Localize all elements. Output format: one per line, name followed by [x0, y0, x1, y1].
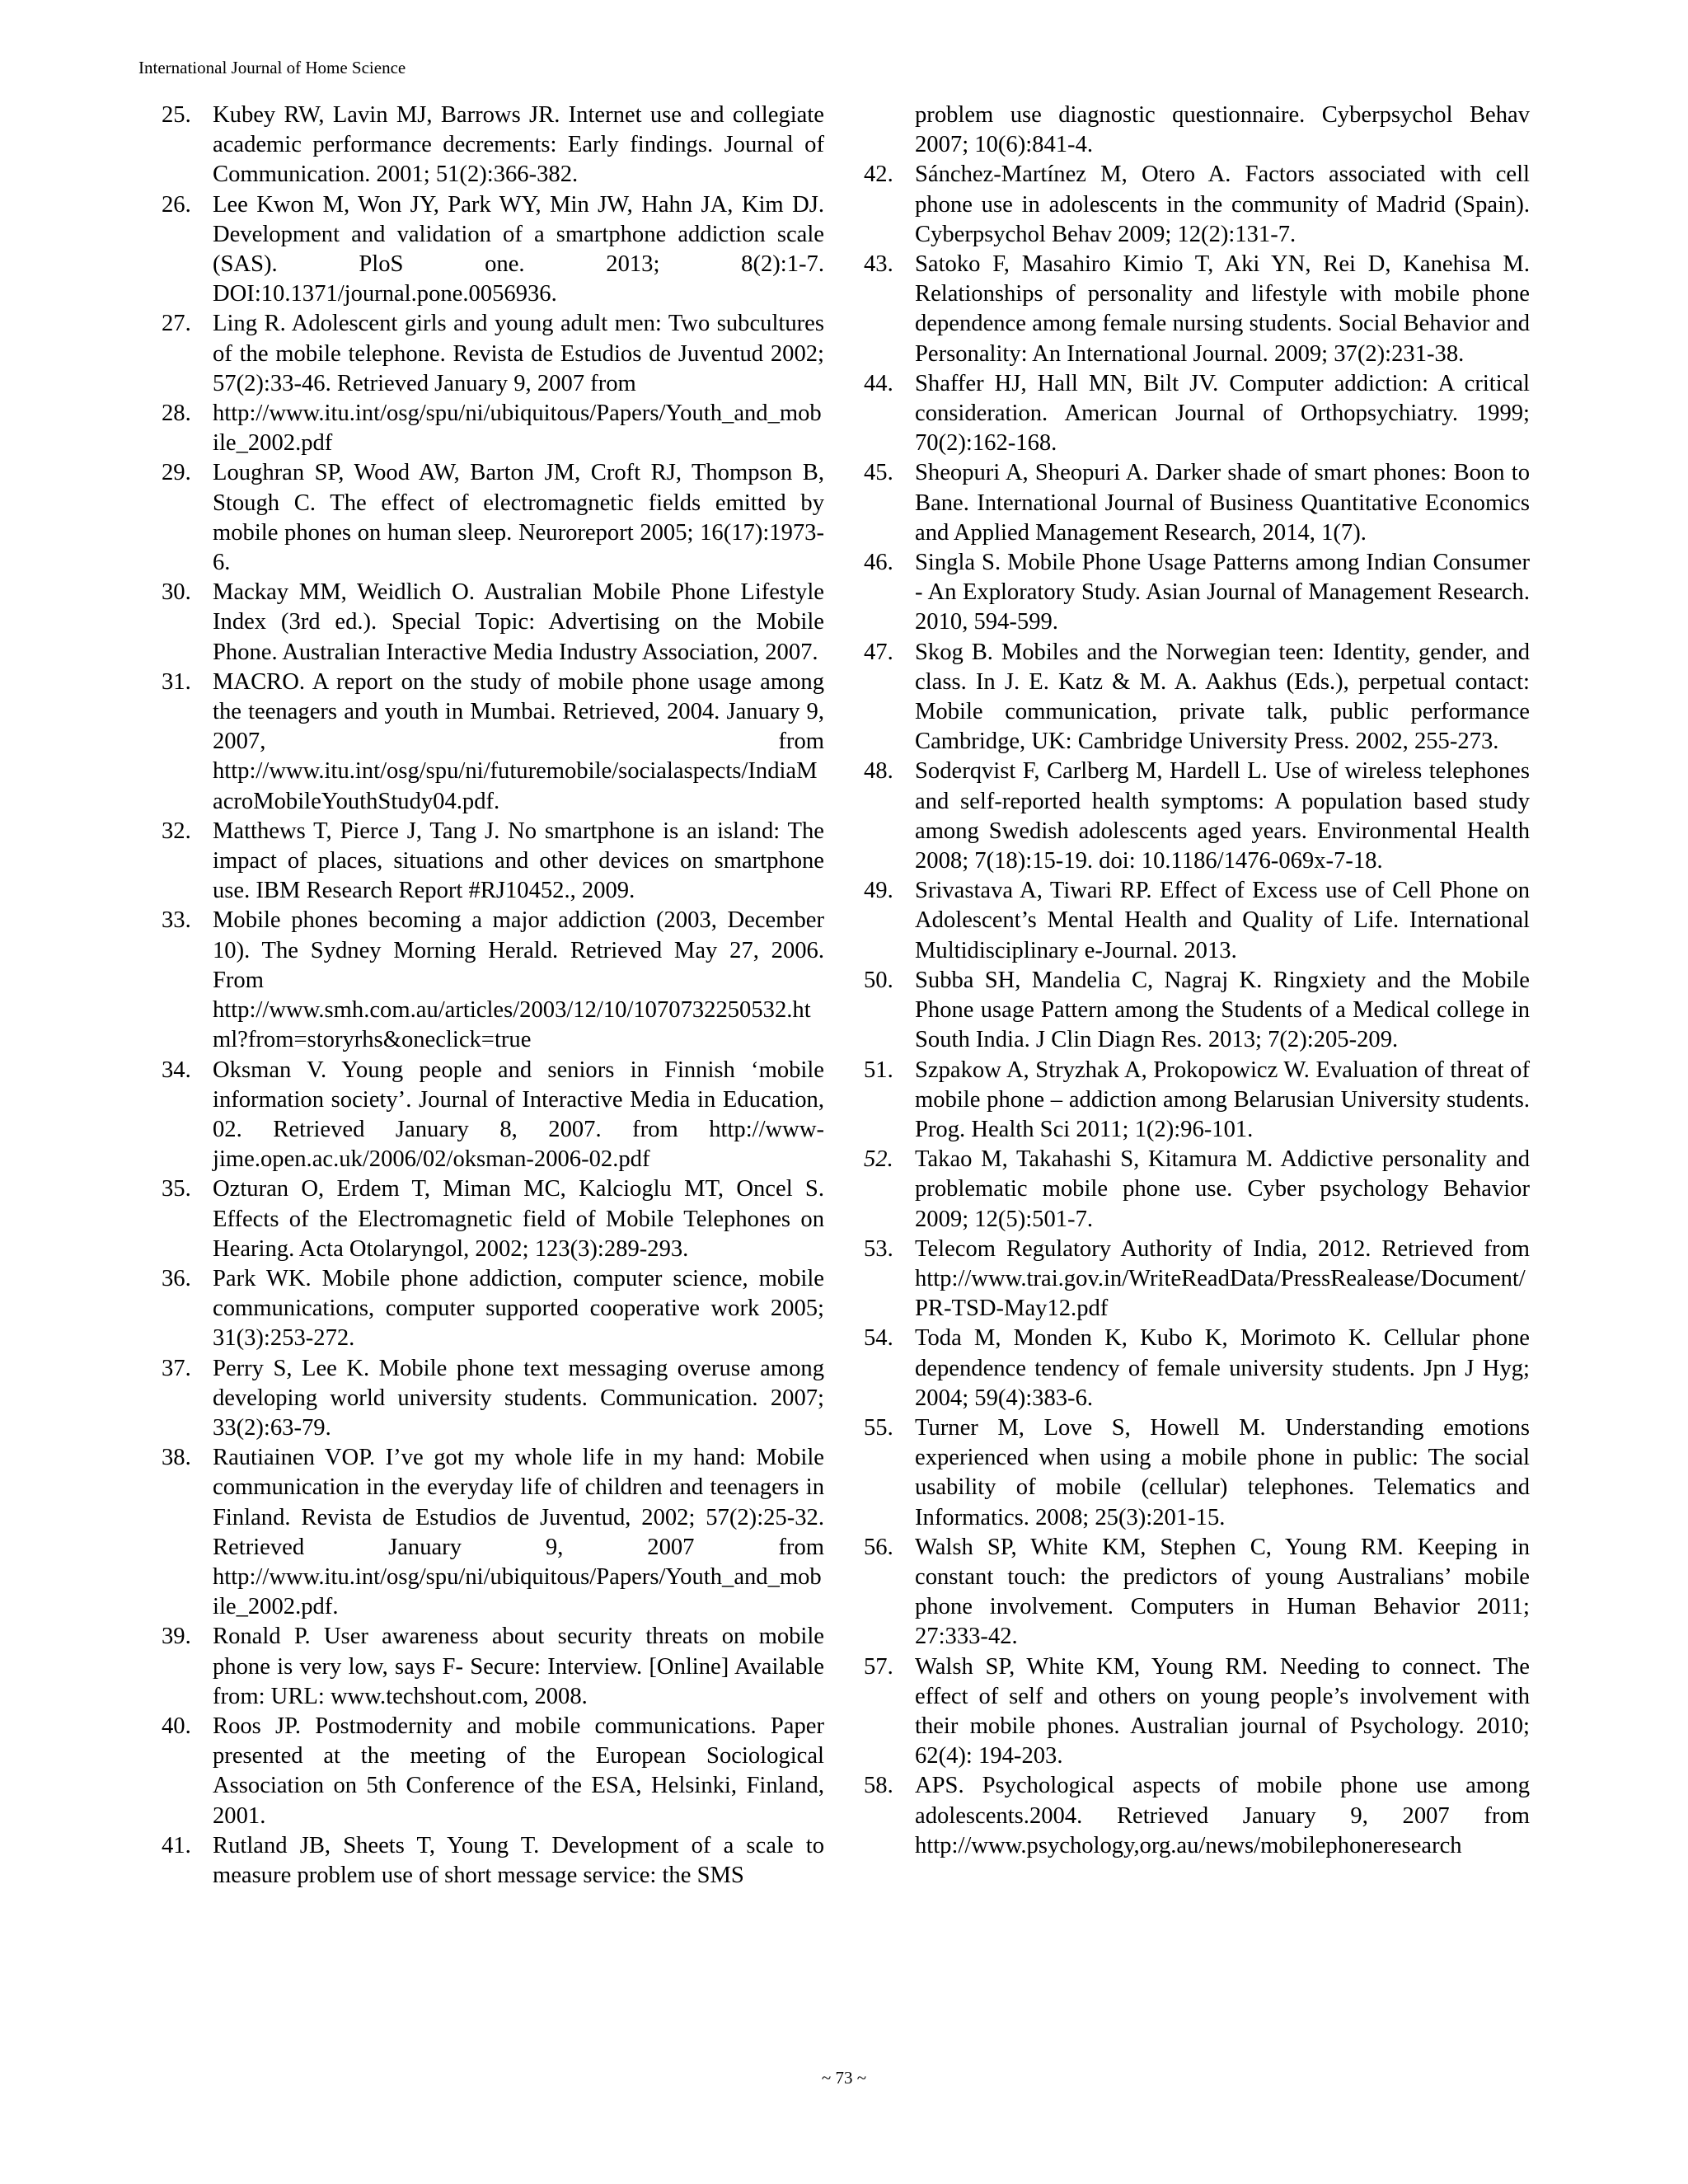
reference-number: 44.	[864, 370, 893, 396]
reference-text: Matthews T, Pierce J, Tang J. No smartphone is an island: The impact of places, situations and other devices on smartphone use. IBM Research Report #RJ10452., 2009.	[213, 818, 824, 904]
reference-number: 42.	[864, 162, 893, 188]
reference-text: Walsh SP, White KM, Young RM. Needing to connect. The effect of self and others on young people’s involvement with their mobile phones. Australian journal of Psychology. 2010; 62(4): 194-203.	[915, 1653, 1530, 1769]
reference-number: 39.	[162, 1624, 191, 1650]
reference-text: Singla S. Mobile Phone Usage Patterns among Indian Consumer - An Exploratory Study. Asian Journal of Management Research. 2010, 594-599.	[915, 550, 1530, 635]
reference-item	[162, 1354, 824, 1444]
reference-text: Lee Kwon M, Won JY, Park WY, Min JW, Hahn JA, Kim DJ. Development and validation of a smartphone addiction scale (SAS). PloS one. 2013; 8(2):1-7. DOI:10.1371/journal.pone.0056936.	[213, 191, 824, 307]
reference-item	[162, 399, 824, 458]
reference-text: APS. Psychological aspects of mobile phone use among adolescents.2004. Retrieved January 9, 2007 from http://www.psychology,org.au/news/mobilephoneresearch	[915, 1773, 1530, 1858]
reference-item	[864, 1652, 1530, 1772]
reference-text: Sánchez-Martínez M, Otero A. Factors associated with cell phone use in adolescents in the community of Madrid (Spain). Cyberpsychol Behav 2009; 12(2):131-7.	[915, 162, 1530, 247]
reference-item	[162, 309, 824, 399]
reference-number: 55.	[864, 1414, 893, 1441]
reference-text: Oksman V. Young people and seniors in Finnish ‘mobile information society’. Journal of Interactive Media in Education, 02. Retrieved January 8, 2007. from http://www-jime.open.ac.uk/2006/02/oksman-2006-02.pdf	[213, 1057, 824, 1173]
reference-number: 25.	[162, 102, 191, 128]
reference-item	[864, 757, 1530, 876]
reference-text: Mackay MM, Weidlich O. Australian Mobile Phone Lifestyle Index (3rd ed.). Special Topic: Advertising on the Mobile Phone. Australian Interactive Media Industry Association, 2007.	[213, 579, 824, 665]
reference-item	[864, 1771, 1530, 1861]
reference-number: 37.	[162, 1355, 191, 1381]
reference-text: Park WK. Mobile phone addiction, computer science, mobile communications, computer supported cooperative work 2005; 31(3):253-272.	[213, 1265, 824, 1352]
reference-text: Subba SH, Mandelia C, Nagraj K. Ringxiety and the Mobile Phone usage Pattern among the Students of a Medical college in South India. J Clin Diagn Res. 2013; 7(2):205-209.	[915, 967, 1530, 1053]
reference-number: 36.	[162, 1265, 191, 1291]
reference-number: 48.	[864, 758, 893, 785]
reference-item	[162, 1056, 824, 1175]
reference-item	[864, 966, 1530, 1056]
journal-title: International Journal of Home Science	[138, 58, 406, 77]
reference-item	[864, 369, 1530, 459]
reference-number: 26.	[162, 191, 191, 218]
reference-item	[162, 101, 824, 190]
references-left-column	[162, 101, 824, 1891]
reference-item	[864, 160, 1530, 250]
references-right-column	[864, 101, 1530, 1861]
reference-text: Ling R. Adolescent girls and young adult men: Two subcultures of the mobile telephone. Revista de Estudios de Juventud 2002; 57(2):33-46. Retrieved January 9, 2007 from	[213, 311, 824, 396]
reference-item	[162, 1264, 824, 1354]
reference-text: Turner M, Love S, Howell M. Understanding emotions experienced when using a mobile phone in public: The social usability of mobile (cellular) telephones. Telematics and Informatics. 2008; 25(3):201-15.	[915, 1414, 1530, 1530]
reference-number: 41.	[162, 1832, 191, 1858]
reference-item	[864, 876, 1530, 966]
reference-number: 40.	[162, 1713, 191, 1739]
reference-text: Soderqvist F, Carlberg M, Hardell L. Use of wireless telephones and self-reported health symptoms: A population based study among Swedish adolescents aged years. Environmental Health 2008; 7(18):15-19. doi: 10.1186/1476-069x-7-18.	[915, 758, 1530, 874]
reference-text: Loughran SP, Wood AW, Barton JM, Croft RJ, Thompson B, Stough C. The effect of electromagnetic fields emitted by mobile phones on human sleep. Neuroreport 2005; 16(17):1973-6.	[213, 460, 824, 576]
reference-number: 57.	[864, 1653, 893, 1680]
reference-text: Szpakow A, Stryzhak A, Prokopowicz W. Evaluation of threat of mobile phone – addiction among Belarusian University students. Prog. Health Sci 2011; 1(2):96-101.	[915, 1057, 1530, 1142]
reference-text: Srivastava A, Tiwari RP. Effect of Excess use of Cell Phone on Adolescent’s Mental Health and Quality of Life. International Multidisciplinary e-Journal. 2013.	[915, 878, 1530, 963]
reference-number: 53.	[864, 1235, 893, 1262]
reference-text: Rutland JB, Sheets T, Young T. Development of a scale to measure problem use of short message service: the SMS	[213, 1832, 824, 1888]
reference-text: Rautiainen VOP. I’ve got my whole life in my hand: Mobile communication in the everyday life of children and teenagers in Finland. Revista de Estudios de Juventud, 2002; 57(2):25-32. Retrieved January 9, 2007 from http://www.itu.int/osg/spu/ni/ubiquitous/Papers/Youth_and_mobile_2002.pdf.	[213, 1445, 824, 1620]
reference-text: Kubey RW, Lavin MJ, Barrows JR. Internet use and collegiate academic performance decrements: Early findings. Journal of Communication. 2001; 51(2):366-382.	[213, 102, 824, 188]
reference-number: 52.	[864, 1146, 893, 1173]
reference-text: Perry S, Lee K. Mobile phone text messaging overuse among developing world university students. Communication. 2007; 33(2):63-79.	[213, 1355, 824, 1441]
reference-number: 49.	[864, 878, 893, 904]
reference-text: http://www.itu.int/osg/spu/ni/ubiquitous/Papers/Youth_and_mobile_2002.pdf	[213, 401, 822, 457]
reference-number: 45.	[864, 460, 893, 486]
reference-number: 38.	[162, 1445, 191, 1471]
reference-item	[162, 1831, 824, 1891]
reference-number: 31.	[162, 668, 191, 695]
reference-item	[162, 817, 824, 907]
reference-number: 28.	[162, 401, 191, 427]
reference-item	[162, 1712, 824, 1831]
reference-text: Toda M, Monden K, Kubo K, Morimoto K. Cellular phone dependence tendency of female university students. Jpn J Hyg; 2004; 59(4):383-6.	[915, 1325, 1530, 1411]
reference-item	[162, 1174, 824, 1264]
reference-item	[864, 1056, 1530, 1146]
reference-item	[864, 1145, 1530, 1235]
reference-number: 34.	[162, 1057, 191, 1083]
reference-text: MACRO. A report on the study of mobile phone usage among the teenagers and youth in Mumbai. Retrieved, 2004. January 9, 2007, from http://www.itu.int/osg/spu/ni/futuremobile/socialaspects/IndiaMacroMobileYouthStudy04.pdf.	[213, 668, 824, 814]
reference-item	[864, 1413, 1530, 1533]
reference-text: Skog B. Mobiles and the Norwegian teen: Identity, gender, and class. In J. E. Katz & M. A. Aakhus (Eds.), perpetual contact: Mobile communication, private talk, public performance Cambridge, UK: Cambridge University Press. 2002, 255-273.	[915, 639, 1530, 755]
reference-number: 54.	[864, 1325, 893, 1352]
reference-item	[162, 190, 824, 310]
reference-number: 56.	[864, 1534, 893, 1560]
reference-number: 29.	[162, 460, 191, 486]
reference-item	[864, 548, 1530, 638]
reference-text: Ronald P. User awareness about security threats on mobile phone is very low, says F- Secure: Interview. [Online] Available from: URL: www.techshout.com, 2008.	[213, 1624, 824, 1709]
reference-number: 47.	[864, 639, 893, 665]
reference-item	[864, 250, 1530, 369]
reference-text: Shaffer HJ, Hall MN, Bilt JV. Computer addiction: A critical consideration. American Journal of Orthopsychiatry. 1999; 70(2):162-168.	[915, 370, 1530, 457]
reference-text: Satoko F, Masahiro Kimio T, Aki YN, Rei D, Kanehisa M. Relationships of personality and lifestyle with mobile phone dependence among female nursing students. Social Behavior and Personality: An International Journal. 2009; 37(2):231-38.	[915, 251, 1530, 367]
reference-number: 30.	[162, 579, 191, 606]
reference-item	[162, 578, 824, 668]
reference-item	[864, 1235, 1530, 1324]
reference-text: Sheopuri A, Sheopuri A. Darker shade of smart phones: Boon to Bane. International Journal of Business Quantitative Economics and Applied Management Research, 2014, 1(7).	[915, 460, 1530, 546]
reference-number: 46.	[864, 550, 893, 576]
reference-number: 33.	[162, 907, 191, 934]
reference-item	[162, 1443, 824, 1622]
page-number: ~ 73 ~	[821, 2068, 867, 2088]
reference-number: 27.	[162, 311, 191, 337]
reference-continuation-text: problem use diagnostic questionnaire. Cyberpsychol Behav 2007; 10(6):841-4.	[915, 102, 1530, 158]
reference-number: 50.	[864, 967, 893, 993]
reference-text: Walsh SP, White KM, Stephen C, Young RM. Keeping in constant touch: the predictors of young Australians’ mobile phone involvement. Computers in Human Behavior 2011; 27:333-42.	[915, 1534, 1530, 1650]
reference-item	[864, 458, 1530, 548]
reference-number: 35.	[162, 1176, 191, 1202]
reference-item	[162, 458, 824, 578]
reference-item	[162, 906, 824, 1055]
reference-text: Mobile phones becoming a major addiction (2003, December 10). The Sydney Morning Herald. Retrieved May 27, 2006. From http://www.smh.com.au/articles/2003/12/10/1070732250532.html?from=storyrhs&oneclick=true	[213, 907, 824, 1053]
reference-text: Telecom Regulatory Authority of India, 2012. Retrieved from http://www.trai.gov.in/WriteReadData/PressRealease/Document/PR-TSD-May12.pdf	[915, 1235, 1530, 1322]
reference-item	[864, 1324, 1530, 1413]
reference-item	[864, 638, 1530, 757]
reference-number: 32.	[162, 818, 191, 844]
reference-item	[162, 1622, 824, 1712]
reference-item	[162, 668, 824, 817]
reference-number: 58.	[864, 1773, 893, 1799]
reference-text: Ozturan O, Erdem T, Miman MC, Kalcioglu MT, Oncel S. Effects of the Electromagnetic field of Mobile Telephones on Hearing. Acta Otolaryngol, 2002; 123(3):289-293.	[213, 1176, 824, 1262]
reference-number: 51.	[864, 1057, 893, 1083]
reference-text: Takao M, Takahashi S, Kitamura M. Addictive personality and problematic mobile phone use. Cyber psychology Behavior 2009; 12(5):501-7.	[915, 1146, 1530, 1232]
reference-text: Roos JP. Postmodernity and mobile communications. Paper presented at the meeting of the European Sociological Association on 5th Conference of the ESA, Helsinki, Finland, 2001.	[213, 1713, 824, 1829]
reference-number: 43.	[864, 251, 893, 278]
reference-item	[864, 1533, 1530, 1652]
